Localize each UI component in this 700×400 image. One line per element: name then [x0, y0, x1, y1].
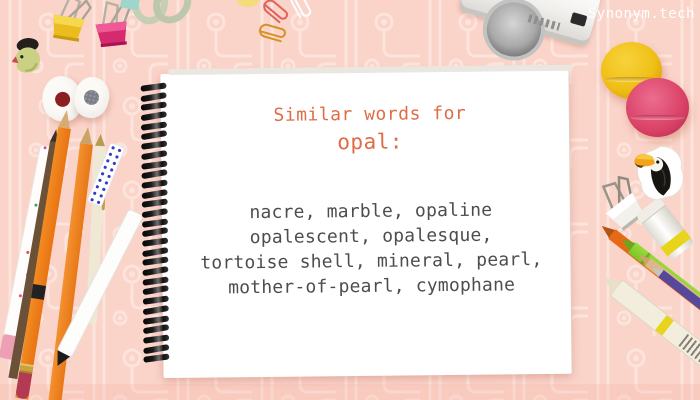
- spiral-coil: [141, 111, 168, 121]
- spiral-coil: [142, 227, 169, 237]
- spiral-coil: [141, 160, 168, 169]
- spiral-coil: [142, 296, 169, 305]
- macaron-pink-icon: [626, 78, 689, 137]
- spiral-coil: [142, 208, 169, 218]
- spiral-notepad: [138, 68, 577, 383]
- site-logo: Synonym.tech: [587, 6, 695, 22]
- spiral-coil: [141, 199, 168, 208]
- spiral-coil: [142, 218, 169, 227]
- spiral-coil: [141, 189, 168, 199]
- synonym-line: opalescent, opalesque,: [249, 224, 493, 249]
- spiral-coil: [141, 130, 168, 140]
- notepad-page: [160, 70, 571, 378]
- spiral-coil: [142, 276, 169, 285]
- synonym-line: mother-of-pearl, cymophane: [228, 274, 516, 299]
- spiral-coil: [143, 315, 170, 324]
- spiral-coil: [142, 247, 169, 257]
- synonym-line: tortoise shell, mineral, pearl,: [200, 249, 543, 274]
- synonym-list: [172, 197, 571, 301]
- spiral-coil: [142, 285, 169, 295]
- spiral-coil: [143, 344, 170, 354]
- spiral-coil: [143, 354, 170, 363]
- spiral-coil: [141, 150, 168, 160]
- spiral-coil: [142, 237, 169, 246]
- marker-yellow-band: [655, 315, 674, 336]
- heading-prefix: Similar words for: [273, 102, 467, 126]
- spiral-coil: [143, 324, 170, 334]
- marker-speckles: [43, 146, 47, 150]
- headword: opal:: [337, 129, 404, 155]
- spiral-coil: [140, 102, 167, 111]
- spiral-coil: [140, 82, 167, 91]
- card-content: [160, 70, 570, 301]
- spiral-coil: [141, 179, 168, 188]
- spiral-coil: [141, 141, 168, 150]
- spiral-coil: [142, 266, 169, 276]
- spiral-coil: [140, 92, 167, 102]
- spiral-coil: [141, 121, 168, 130]
- bird-figurine-icon: [10, 34, 48, 81]
- spiral-coil: [142, 257, 169, 266]
- synonym-line: nacre, marble, opaline: [249, 199, 493, 224]
- spiral-coil: [143, 334, 170, 343]
- pencil-grip-band: [31, 284, 46, 300]
- gray-dot: [82, 88, 100, 106]
- spiral-coil: [143, 305, 170, 315]
- spiral-coil: [141, 169, 168, 179]
- red-dot: [53, 90, 71, 108]
- spiral-binding: [141, 84, 170, 365]
